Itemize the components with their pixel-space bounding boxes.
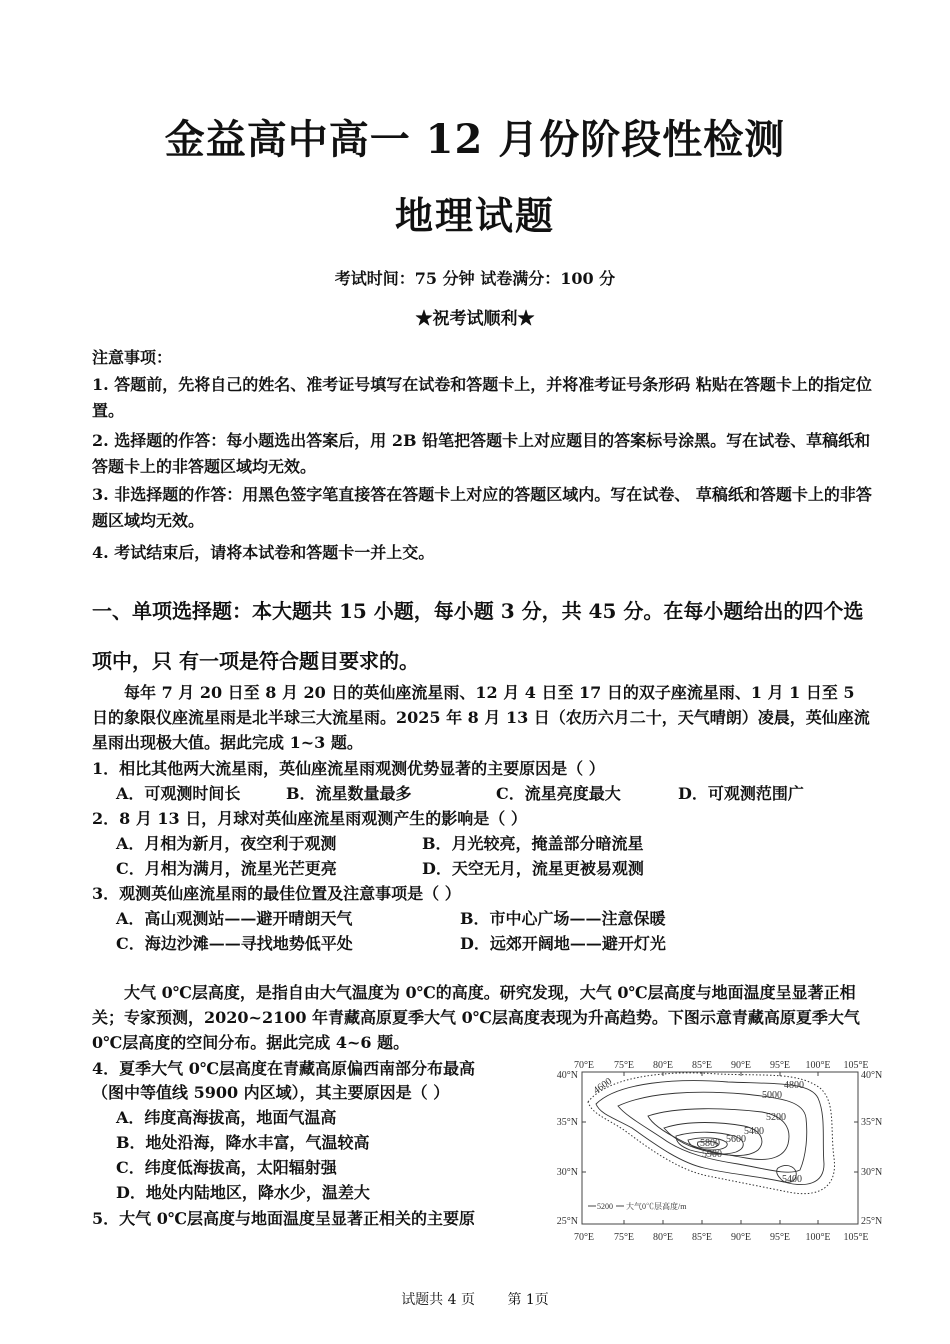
passage-zero-isotherm: 大气 0℃层高度，是指自由大气温度为 0℃的高度。研究发现，大气 0℃层高度与地面温度呈显著正相关；专家预测，2020~2100 年青藏高原夏季大气 0℃层高度表现为升高趋势。下图示意青藏高原夏季大气 0℃层高度的空间分布。据此完成 4~6 题。	[92, 983, 860, 1052]
option-b: B．地处沿海，降水丰富，气温较高	[116, 1133, 370, 1152]
lon-label: 70°E	[573, 1232, 595, 1243]
lat-label: 35°N	[556, 1117, 578, 1128]
contour-label: 5800	[700, 1138, 720, 1149]
option-c: C．流星亮度最大	[496, 784, 621, 803]
legend-label: 大气0℃层高度/m	[626, 1202, 687, 1211]
option-a: A．可观测时间长	[116, 784, 241, 803]
option-c: C．月相为满月，流星光芒更亮	[116, 859, 337, 878]
map-legend	[588, 1201, 687, 1211]
lon-label: 85°E	[691, 1060, 713, 1071]
notice-item: 1. 答题前，先将自己的姓名、准考证号填写在试卷和答题卡上，并将准考证号条形码 粘贴在答题卡上的指定位置。	[92, 375, 872, 420]
exam-subject: 地理试题	[394, 193, 555, 238]
map-frame	[582, 1072, 858, 1224]
option-b: B．流星数量最多	[286, 784, 412, 803]
lon-label: 95°E	[769, 1060, 791, 1071]
lon-label: 80°E	[652, 1232, 674, 1243]
lat-label: 35°N	[861, 1117, 883, 1128]
contour-label: 5000	[762, 1090, 782, 1101]
legend-value: 5200	[597, 1202, 613, 1211]
option-b: B．市中心广场——注意保暖	[460, 909, 666, 928]
option-b: B．月光较亮，掩盖部分暗流星	[422, 834, 644, 853]
contour-label: 5400	[744, 1126, 764, 1137]
contour-label: 4800	[784, 1080, 804, 1091]
contour-label: 4600	[591, 1075, 615, 1097]
lon-label: 85°E	[691, 1232, 713, 1243]
notice-item: 2. 选择题的作答：每小题选出答案后，用 2B 铅笔把答题卡上对应题目的答案标号涂黑。写在试卷、草稿纸和答题卡上的非答题区域均无效。	[92, 431, 871, 476]
lat-label: 40°N	[861, 1070, 883, 1081]
contour-label: 5600	[726, 1134, 746, 1145]
contour-label: 5900	[702, 1149, 722, 1160]
exam-title: 金益高中高一 12 月份阶段性检测	[164, 116, 786, 163]
section-heading: 一、单项选择题：本大题共 15 小题，每小题 3 分，共 45 分。在每小题给出的四个选项中，只 有一项是符合题目要求的。	[92, 599, 864, 673]
lon-label: 105°E	[843, 1060, 869, 1071]
lat-label: 25°N	[556, 1216, 578, 1227]
lon-label: 80°E	[652, 1060, 674, 1071]
lon-label: 100°E	[805, 1060, 831, 1071]
question-1: 1．相比其他两大流星雨，英仙座流星雨观测优势显著的主要原因是（ ）	[92, 759, 605, 778]
lon-label: 90°E	[730, 1232, 752, 1243]
footer-total-pages: 试题共 4 页	[401, 1292, 475, 1308]
question-4: 4．夏季大气 0℃层高度在青藏高原偏西南部分布最高	[92, 1059, 476, 1078]
contour-label: 5400	[782, 1174, 802, 1185]
lat-label: 25°N	[861, 1216, 883, 1227]
notice-item: 4. 考试结束后，请将本试卷和答题卡一并上交。	[92, 543, 435, 562]
page-footer	[0, 1289, 950, 1309]
option-d: D．地处内陆地区，降水少，温差大	[116, 1183, 370, 1202]
question-3: 3．观测英仙座流星雨的最佳位置及注意事项是（ ）	[92, 884, 461, 903]
lat-label: 30°N	[861, 1167, 883, 1178]
option-d: D．远郊开阔地——避开灯光	[460, 934, 666, 953]
option-c: C．纬度低海拔高，太阳辐射强	[116, 1158, 337, 1177]
option-c: C．海边沙滩——寻找地势低平处	[116, 934, 353, 953]
option-a: A．纬度高海拔高，地面气温高	[116, 1108, 337, 1127]
lat-label: 40°N	[556, 1070, 578, 1081]
tibet-zero-isotherm-map	[548, 1058, 888, 1248]
lon-label: 90°E	[730, 1060, 752, 1071]
question-4-cont: （图中等值线 5900 内区域），其主要原因是（ ）	[92, 1083, 450, 1102]
footer-page-number: 第 1页	[507, 1292, 549, 1308]
lon-label: 75°E	[613, 1060, 635, 1071]
lon-label: 100°E	[805, 1232, 831, 1243]
lon-label: 95°E	[769, 1232, 791, 1243]
passage-meteor: 每年 7 月 20 日至 8 月 20 日的英仙座流星雨、12 月 4 日至 17 日的双子座流星雨、1 月 1 日至 5 日的象限仪座流星雨是北半球三大流星雨。2025 年 8 月 13 日（农历六月二十，天气晴朗）凌晨，英仙座流星雨出现极大值。据此完成 1~3 题。	[92, 683, 870, 752]
question-2: 2．8 月 13 日，月球对英仙座流星雨观测产生的影响是（ ）	[92, 809, 527, 828]
contour-label: 5200	[766, 1112, 786, 1123]
option-d: D．可观测范围广	[678, 784, 804, 803]
lon-label: 105°E	[843, 1232, 869, 1243]
lon-label: 75°E	[613, 1232, 635, 1243]
notice-item: 3. 非选择题的作答：用黑色签字笔直接答在答题卡上对应的答题区域内。写在试卷、 草稿纸和答题卡上的非答题区域均无效。	[92, 485, 872, 530]
good-luck-line: ★祝考试顺利★	[415, 309, 535, 329]
exam-info: 考试时间：75 分钟 试卷满分：100 分	[334, 269, 616, 288]
question-5: 5．大气 0℃层高度与地面温度呈显著正相关的主要原	[92, 1209, 476, 1228]
option-a: A．月相为新月，夜空利于观测	[116, 834, 337, 853]
option-d: D．天空无月，流星更被易观测	[422, 859, 644, 878]
lat-label: 30°N	[556, 1167, 578, 1178]
lon-label: 70°E	[573, 1060, 595, 1071]
option-a: A．高山观测站——避开晴朗天气	[116, 909, 353, 928]
notice-heading: 注意事项：	[92, 348, 173, 367]
